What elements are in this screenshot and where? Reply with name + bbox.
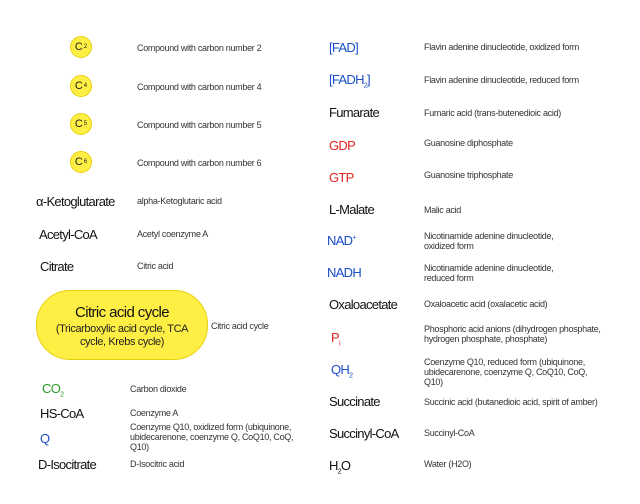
carbon-6-desc: Compound with carbon number 6: [137, 158, 262, 168]
fad-symbol: [FAD]: [329, 40, 359, 55]
carbon-6-circle: C 6: [70, 151, 92, 173]
succinate-symbol: Succinate: [329, 394, 380, 409]
fad-desc: Flavin adenine dinucleotide, oxidized form: [424, 42, 579, 52]
ketoglutarate-symbol: α-Ketoglutarate: [36, 194, 115, 209]
succinylcoa-symbol: Succinyl-CoA: [329, 426, 399, 441]
nadh-symbol: NADH: [327, 265, 362, 280]
isocitrate-symbol: D-Isocitrate: [38, 457, 97, 472]
carbon-5-circle: C 5: [70, 113, 92, 135]
malate-desc: Malic acid: [424, 205, 462, 215]
isocitrate-desc: D-Isocitric acid: [130, 459, 185, 469]
qh2-symbol: $QH_2$: [331, 362, 353, 380]
q-symbol: Q: [40, 431, 50, 446]
citrate-desc: Citric acid: [137, 261, 174, 271]
malate-symbol: L-Malate: [329, 202, 374, 217]
pi-desc: Phosphoric acid anions (dihydrogen phosphate, hydrogen phosphate, phosphate): [424, 324, 601, 344]
fumarate-symbol: Fumarate: [329, 105, 380, 120]
carbon-5-desc: Compound with carbon number 5: [137, 120, 262, 130]
fadh2-desc: Flavin adenine dinucleotide, reduced form: [424, 75, 579, 85]
oxaloacetate-desc: Oxaloacetic acid (oxalacetic acid): [424, 299, 548, 309]
fumarate-desc: Fumaric acid (trans-butenedioic acid): [424, 108, 561, 118]
citrate-symbol: Citrate: [40, 259, 74, 274]
citric-acid-cycle-alt: (Tricarboxylic acid cycle, TCA cycle, Krebs cycle): [55, 323, 189, 348]
ketoglutarate-desc: alpha-Ketoglutaric acid: [137, 196, 222, 206]
carbon-2-circle: C 2: [70, 36, 92, 58]
acetylcoa-desc: Acetyl coenzyme A: [137, 229, 208, 239]
succinate-desc: Succinic acid (butanedioic acid, spirit of amber): [424, 397, 598, 407]
fadh2-symbol: $[FADH_2]$: [329, 72, 370, 90]
nad-symbol: NAD+: [327, 233, 356, 248]
carbon-4-circle: C 4: [70, 75, 92, 97]
gtp-symbol: GTP: [329, 170, 354, 185]
oxaloacetate-symbol: Oxaloacetate: [329, 297, 398, 312]
nad-desc: Nicotinamide adenine dinucleotide, oxidized form: [424, 231, 554, 251]
citric-acid-cycle-shape: [36, 290, 208, 360]
qh2-desc: Coenzyme Q10, reduced form (ubiquinone, ubidecarenone, coenzyme Q, CoQ10, CoQ, Q10): [424, 357, 588, 387]
nadh-desc: Nicotinamide adenine dinucleotide, reduced form: [424, 263, 554, 283]
co2-symbol: $CO_2$: [42, 381, 64, 399]
succinylcoa-desc: Succinyl-CoA: [424, 428, 475, 438]
carbon-2-desc: Compound with carbon number 2: [137, 43, 262, 53]
carbon-4-desc: Compound with carbon number 4: [137, 82, 262, 92]
pi-symbol: $P_i$: [331, 330, 340, 348]
gdp-desc: Guanosine diphosphate: [424, 138, 513, 148]
h2o-desc: Water (H2O): [424, 459, 472, 469]
co2-desc: Carbon dioxide: [130, 384, 187, 394]
h2o-symbol: $H_2O$: [329, 458, 351, 476]
q-desc: Coenzyme Q10, oxidized form (ubiquinone, ubidecarenone, coenzyme Q, CoQ10, CoQ, Q10): [130, 422, 294, 452]
hscoa-desc: Coenzyme A: [130, 408, 179, 418]
gtp-desc: Guanosine triphosphate: [424, 170, 513, 180]
citric-acid-cycle-title: Citric acid cycle: [75, 304, 169, 321]
acetylcoa-symbol: Acetyl-CoA: [39, 227, 98, 242]
gdp-symbol: GDP: [329, 138, 356, 153]
hscoa-symbol: HS-CoA: [40, 406, 84, 421]
citric-acid-cycle-desc: Citric acid cycle: [211, 321, 269, 331]
